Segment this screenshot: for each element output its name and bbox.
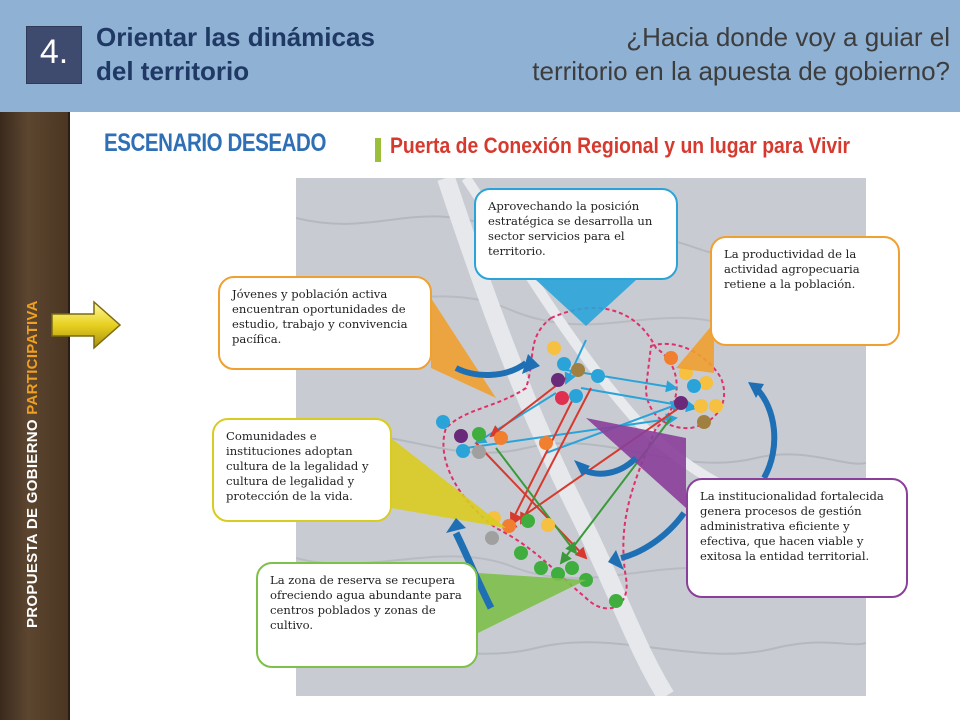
bubble-institutions: La institucionalidad fortalecida genera procesos de gestión administrativa eficiente y efectiva, que hacen viable y exitosa la entidad territorial. <box>686 478 908 598</box>
section-title-line1: Orientar las dinámicas <box>96 22 375 52</box>
section-question <box>430 20 950 88</box>
section-question-line1: ¿Hacia donde voy a guiar el <box>626 22 950 52</box>
section-title-line2: del territorio <box>96 56 250 86</box>
scenario-subtitle: Puerta de Conexión Regional y un lugar para Vivir <box>390 133 851 158</box>
sidebar-divider <box>68 112 70 720</box>
sidebar-title-part1: PROPUESTA DE GOBIERNO <box>24 414 41 628</box>
bubble-services: Aprovechando la posición estratégica se desarrolla un sector servicios para el territorio. <box>474 188 678 280</box>
scenario-separator <box>375 138 381 162</box>
section-number-badge <box>27 27 81 83</box>
sidebar-title-part2: PARTICIPATIVA <box>24 300 41 415</box>
section-question-line2: territorio en la apuesta de gobierno? <box>532 56 950 86</box>
bubble-agro-productivity: La productividad de la actividad agropecuaria retiene a la población. <box>710 236 900 346</box>
scenario-heading: ESCENARIO DESEADO <box>104 129 326 157</box>
section-number: 4. <box>39 33 69 71</box>
bubble-youth-opportunities: Jóvenes y población activa encuentran oportunidades de estudio, trabajo y convivencia pacífica. <box>218 276 432 370</box>
bubble-legality-culture: Comunidades e instituciones adoptan cultura de la legalidad y cultura de legalidad y protección de la vida. <box>212 418 392 522</box>
sidebar-vertical-title <box>24 300 41 628</box>
section-title <box>96 20 456 88</box>
right-arrow-icon[interactable] <box>50 300 122 350</box>
bubble-reserve-zone: La zona de reserva se recupera ofreciendo agua abundante para centros poblados y zonas de cultivo. <box>256 562 478 668</box>
